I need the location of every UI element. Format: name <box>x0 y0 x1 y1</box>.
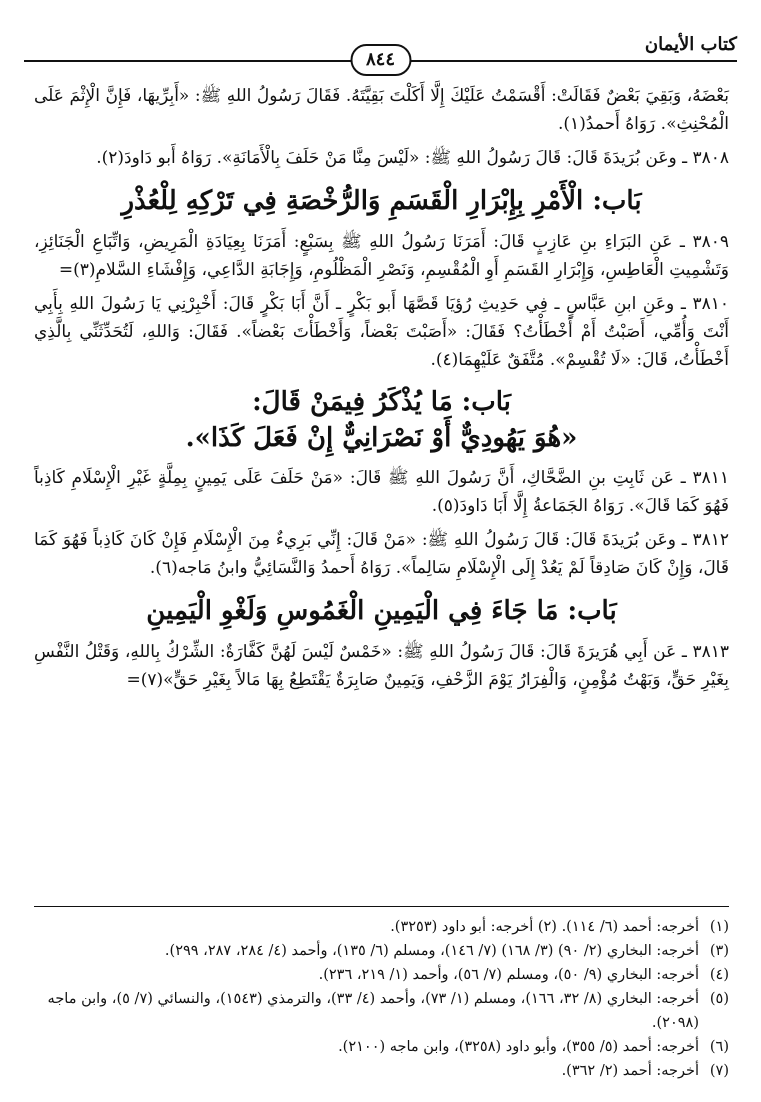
footnote-number: (٥) <box>709 991 729 1007</box>
paragraph-continuation: بَعْضَهُ، وَبَقِيَ بَعْضٌ فَقَالَتْ: أَقْسَمْتُ عَلَيْكَ إِلَّا أَكَلْتَ بَقِيَّتَهُ. فَقَالَ رَسُولُ اللهِ ﷺ: «أَبِرِّيهَا، فَإِنَّ الْإِثْمَ عَلَى الْمُحْنِثِ». رَوَاهُ أَحمدُ(١). <box>34 86 729 134</box>
chapter-heading-ghamus: بَاب: مَا جَاءَ فِي الْيَمِينِ الْغَمُوسِ وَلَغْوِ الْيَمِينِ <box>146 596 617 626</box>
hadith-3812: ٣٨١٢ ـ وعَن بُرَيدَةَ قَالَ: قَالَ رَسُولُ اللهِ ﷺ: «مَنْ قَالَ: إِنِّي بَرِيءٌ مِنَ الْإِسْلَامِ فَإِنْ كَانَ كَاذِباً فَهُوَ كَمَا قَالَ، وَإِنْ كَانَ صَادِقاً لَمْ يَعُدْ إِلَى الْإِسْلَامِ سَالِماً». رَوَاهُ أَحمدُ وَالنَّسَائِيُّ وابنُ مَاجه(٦). <box>34 530 729 578</box>
chapter-title: كتاب الأيمان <box>644 34 737 55</box>
footnote <box>34 915 729 939</box>
footnote-number: (٧) <box>709 1063 729 1079</box>
chapter-heading-line-2: «هُوَ يَهُودِيٌّ أَوْ نَصْرَانِيٌّ إِنْ فَعَلَ كَذَا». <box>185 423 578 453</box>
hadith-3808: ٣٨٠٨ ـ وعَن بُرَيدَةَ قَالَ: قَالَ رَسُولُ اللهِ ﷺ: «لَيْسَ مِنَّا مَنْ حَلَفَ بِالْأَمَانَةِ». رَوَاهُ أَبو دَاودَ(٢). <box>96 148 729 168</box>
footnote-number: (٣) <box>709 943 729 959</box>
hadith-3813: ٣٨١٣ ـ عَن أَبِي هُرَيرَةَ قَالَ: قَالَ رَسُولُ اللهِ ﷺ: «خَمْسٌ لَيْسَ لَهُنَّ كَفَّارَةٌ: الشِّرْكُ بِاللهِ، وَقَتْلُ النَّفْسِ بِغَيْرِ حَقٍّ، وَبَهْتُ مُؤْمِنٍ، وَالْفِرَارُ يَوْمَ الزَّحْفِ، وَيَمِينٌ صَابِرَةٌ يَقْتَطِعُ بِهَا مَالاً بِغَيْرِ حَقٍّ»(٧)= <box>34 642 729 690</box>
hadith-3810: ٣٨١٠ ـ وعَنِ ابنِ عَبَّاسٍ ـ فِي حَدِيثِ رُؤيَا قَصَّهَا أَبو بَكْرٍ ـ أَنَّ أَبَا بَكْرٍ قَالَ: أَخْبِرْنِي يَا رَسُولَ اللهِ بِأَبِي أَنْتَ وَأُمِّي، أَصَبْتُ أَمْ أَخْطَأْتُ؟ فَقَالَ: «أَصَبْتَ بَعْضاً، وَأَخْطَأْتَ بَعْضاً». فَقَالَ: وَاللهِ، لَتُحَدِّثَنِّي بِالَّذِي أَخْطَأْتُ، قَالَ: «لَا تُقْسِمْ». مُتَّفَقٌ عَلَيْهِمَا(٤). <box>34 294 729 370</box>
hadith-3811: ٣٨١١ ـ عَن ثَابِتِ بنِ الضَّحَّاكِ، أَنَّ رَسُولَ اللهِ ﷺ قَالَ: «مَنْ حَلَفَ عَلَى يَمِينٍ بِمِلَّةٍ غَيْرِ الْإِسْلَامِ كَاذِباً فَهُوَ كَمَا قَالَ». رَوَاهُ الجَمَاعةُ إِلَّا أَبَا دَاودَ(٥). <box>34 468 729 516</box>
footnote <box>34 939 729 963</box>
page-header <box>24 30 737 70</box>
footnote-rule <box>34 906 729 907</box>
footnote-text: أخرجه: البخاري (٨/ ٣٢، ١٦٦)، ومسلم (١/ ٧٣)، وأحمد (٤/ ٣٣)، والترمذي (١٥٤٣)، والنسائي (٧/ ٥)، وابن ماجه (٢٠٩٨). <box>47 991 699 1031</box>
footnote-number: (٤) <box>709 967 729 983</box>
chapter-heading-yahudi <box>34 384 729 456</box>
footnote-number: (٦) <box>709 1039 729 1055</box>
footnote <box>34 1035 729 1059</box>
footnote-text: أخرجه: أحمد (٥/ ٣٥٥)، وأبو داود (٣٢٥٨)، وابن ماجه (٢١٠٠). <box>338 1039 699 1055</box>
footnote-number: (١) <box>709 919 729 935</box>
chapter-heading-line-1: بَاب: مَا يُذْكَرُ فِيمَنْ قَالَ: <box>252 387 511 417</box>
footnote-text: أخرجه: البخاري (٢/ ٩٠) (٣/ ١٦٨) (٧/ ١٤٦)، ومسلم (٦/ ١٣٥)، وأحمد (٤/ ٢٨٤، ٢٨٧، ٢٩٩). <box>164 943 699 959</box>
main-text <box>34 82 729 700</box>
footnote <box>34 987 729 1035</box>
footnote-text: أخرجه: أحمد (٦/ ١١٤). (٢) أخرجه: أبو داود (٣٢٥٣). <box>390 919 699 935</box>
page-number: ٨٤٤ <box>350 44 411 76</box>
footnote-text: أخرجه: البخاري (٩/ ٥٠)، ومسلم (٧/ ٥٦)، وأحمد (١/ ٢١٩، ٢٣٦). <box>318 967 699 983</box>
footnote <box>34 963 729 987</box>
chapter-heading-ibrar: بَاب: الْأَمْرِ بِإِبْرَارِ الْقَسَمِ وَالرُّخْصَةِ فِي تَرْكِهِ لِلْعُذْرِ <box>121 186 642 216</box>
hadith-3809: ٣٨٠٩ ـ عَنِ البَرَاءِ بنِ عَازِبٍ قَالَ: أَمَرَنَا رَسُولُ اللهِ ﷺ بِسَبْعٍ: أَمَرَنَا بِعِيَادَةِ الْمَرِيضِ، وَاتِّبَاعِ الْجَنَائِزِ، وَتَشْمِيتِ الْعَاطِسِ، وَإِبْرَارِ القَسَمِ أَوِ الْمُقْسِمِ، وَنَصْرِ الْمَظْلُومِ، وَإِجَابَةِ الدَّاعِي، وَإِفْشَاءِ السَّلامِ(٣)= <box>34 232 729 280</box>
footnotes <box>34 906 729 1083</box>
footnote-text: أخرجه: أحمد (٢/ ٣٦٢). <box>561 1063 699 1079</box>
footnote <box>34 1059 729 1083</box>
